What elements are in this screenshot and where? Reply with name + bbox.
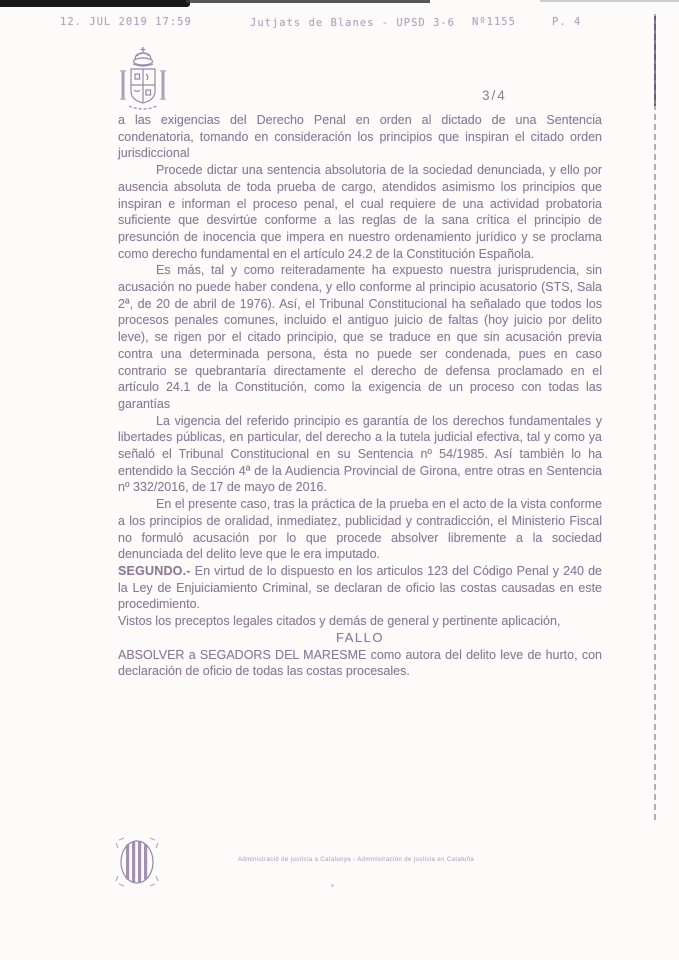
paragraph-es-mas: Es más, tal y como reiteradamente ha expuesto nuestra jurisprudencia, sin acusación no puede haber condena, y ello conforme al principio acusatorio (STS, Sala 2ª, de 20 de abril de 1976). Así, el Tribunal Constitucional ha señalado que todos los procesos penales comunes, incluido el antiguo juicio de faltas (hoy juicio por delito leve), se rigen por el citado principio, que se traduce en que sin acusación previa contra una determinada persona, ésta no puede ser condenada, pues en caso contrario se quebrantaría directamente el derecho de defensa proclamado en el artículo 24.1 de la Constitución, como la exigencia de un proceso con todas las garantías xyxy=(118,263,602,411)
fallo-heading: FALLO xyxy=(336,629,384,645)
paragraph-en-el-presente-caso: En el presente caso, tras la práctica de la prueba en el acto de la vista conforme a los principios de oralidad, inmediatez, publicidad y contradicción, el Ministerio Fiscal no formuló acusación por lo que procede absolver libremente a la sociedad denunciada del delito leve que le era imputado. xyxy=(118,497,602,562)
scan-artifact-top-line xyxy=(186,0,430,3)
page-number: 3/4 xyxy=(482,88,507,103)
fax-sender: Jutjats de Blanes - UPSD 3-6 xyxy=(250,17,456,29)
scan-artifact-footer-dot xyxy=(331,884,334,887)
paragraph-procede: Procede dictar una sentencia absolutoria de la sociedad denunciada, y ello por ausencia absoluta de toda prueba de cargo, atendidos asimismo los principios que inspiran e informan el proceso penal, el cual requiere de una actividad probatoria suficiente que desvirtúe conforme a las reglas de la sana crítica el principio de presunción de inocencia que impera en nuestro ordenamiento jurídico y se proclama como derecho fundamental en el artículo 24.2 de la Constitución Española. xyxy=(118,163,602,261)
scan-artifact-top-bar xyxy=(0,0,190,7)
fax-header xyxy=(0,16,679,32)
fax-timestamp: 12. JUL 2019 17:59 xyxy=(60,16,192,28)
paragraph-segundo xyxy=(118,563,602,613)
document-body xyxy=(118,112,602,680)
segundo-label: SEGUNDO.- xyxy=(118,563,191,578)
segundo-text: En virtud de lo dispuesto en los articulos 123 del Código Penal y 240 de la Ley de Enjuiciamiento Criminal, se declaran de oficio las costas causadas en este procedimiento. xyxy=(118,563,602,612)
scan-artifact-right-dashed-line xyxy=(654,14,656,820)
generalitat-catalunya-logo-icon xyxy=(112,835,162,894)
scan-artifact-top-faint-line xyxy=(540,0,679,2)
footer-administration-text: Administració de justícia a Catalunya - Administración de justicia en Cataluña xyxy=(237,857,475,863)
paragraph-fallo-absolver: ABSOLVER a SEGADORS DEL MARESME como autora del delito leve de hurto, con declaración de oficio de todas las costas procesales. xyxy=(118,647,602,679)
paragraph-vistos: Vistos los preceptos legales citados y demás de general y pertinente aplicación, xyxy=(118,614,561,629)
fax-document-number: Nº1155 xyxy=(472,16,516,28)
fax-page-count: P. 4 xyxy=(552,16,582,28)
paragraph-la-vigencia: La vigencia del referido principio es garantía de los derechos fundamentales y libertades públicas, en particular, del derecho a la tutela judicial efectiva, tal y como ya señaló el Tribunal Constitucional en su Sentencia nº 54/1985. Así también lo ha entendido la Sección 4ª de la Audiencia Provincial de Girona, entre otras en Sentencia nº 332/2016, de 17 de mayo de 2016. xyxy=(118,413,602,495)
paragraph-continuation: a las exigencias del Derecho Penal en orden al dictado de una Sentencia condenatoria, tomando en consideración los principios que inspiran el citado orden jurisdiccional xyxy=(118,113,602,161)
